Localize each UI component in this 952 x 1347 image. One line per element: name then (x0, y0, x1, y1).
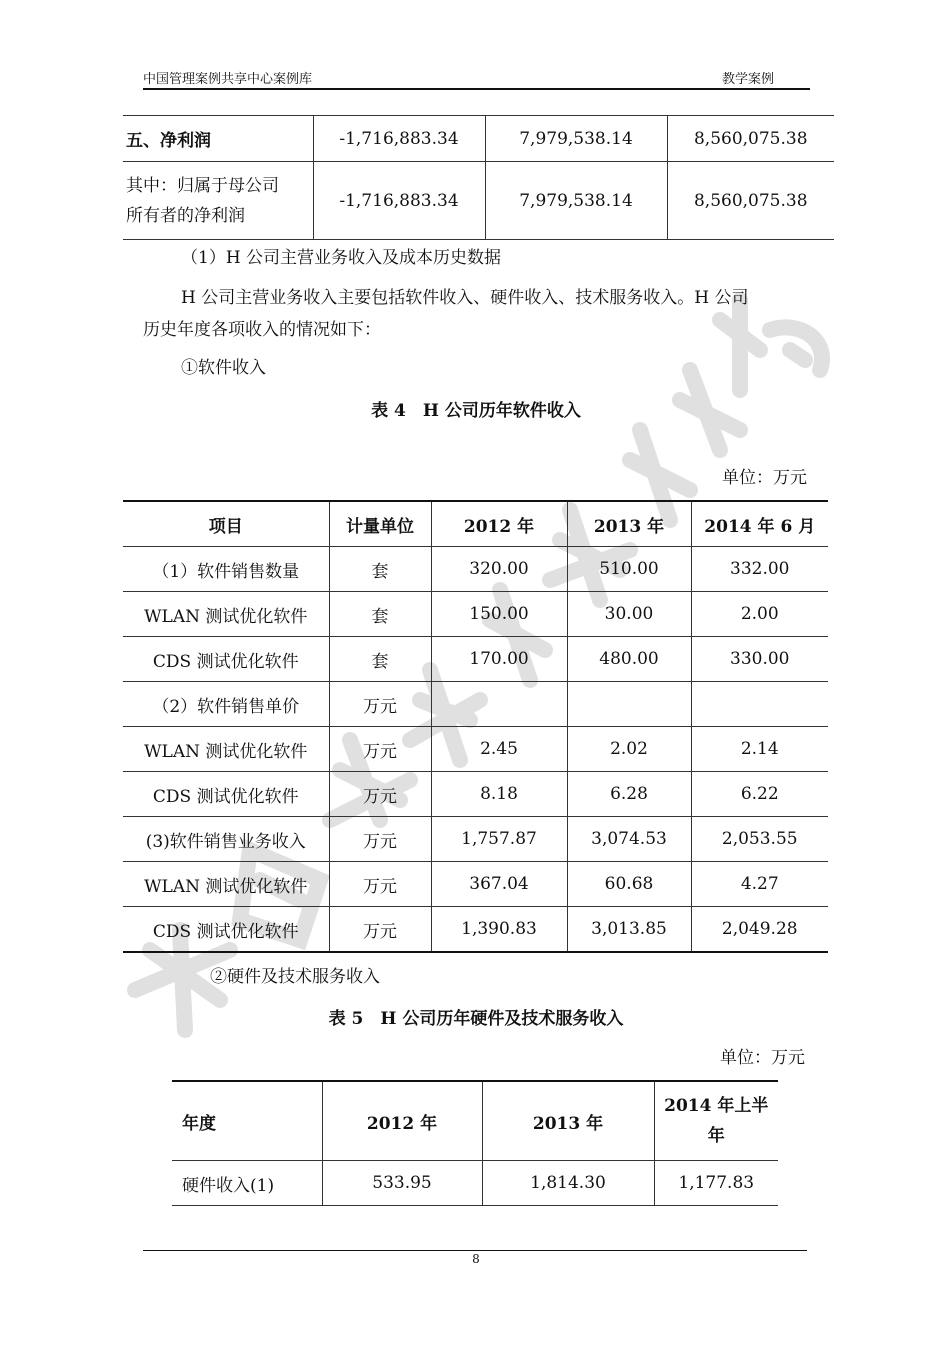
table-cell: 2.00 (691, 592, 828, 637)
row-label: 五、净利润 (123, 116, 313, 162)
table-cell: 3,013.85 (567, 907, 691, 953)
table-cell: 套 (329, 592, 431, 637)
row-label-line: 所有者的净利润 (126, 205, 245, 226)
paragraph-heading: （1）H 公司主营业务收入及成本历史数据 (181, 248, 502, 268)
column-header: 2012 年 (322, 1081, 482, 1161)
software-revenue-table (123, 500, 828, 953)
table-row (123, 907, 828, 953)
table-cell: 150.00 (431, 592, 567, 637)
table-cell: 套 (329, 547, 431, 592)
table-row (123, 682, 828, 727)
table-cell: WLAN 测试优化软件 (123, 862, 329, 907)
table-cell: 320.00 (431, 547, 567, 592)
row-label-line: 其中：归属于母公司 (126, 175, 279, 196)
table-row (123, 817, 828, 862)
header-right-text: 教学案例 (721, 72, 774, 87)
table-cell: 2.02 (567, 727, 691, 772)
table-cell: 2.45 (431, 727, 567, 772)
table-row (123, 162, 834, 240)
table-cell: 8.18 (431, 772, 567, 817)
table-cell (691, 682, 828, 727)
table-cell: 万元 (329, 682, 431, 727)
table-cell: 万元 (329, 862, 431, 907)
column-header: 计量单位 (329, 501, 431, 547)
table4-unit: 单位：万元 (722, 468, 807, 488)
table-cell: (3)软件销售业务收入 (123, 817, 329, 862)
table-cell: 万元 (329, 772, 431, 817)
footer-rule (143, 1250, 807, 1251)
column-header: 年度 (172, 1081, 322, 1161)
table-cell: 6.28 (567, 772, 691, 817)
column-header: 2013 年 (567, 501, 691, 547)
table-cell: 6.22 (691, 772, 828, 817)
table-row (123, 547, 828, 592)
row-label (123, 162, 313, 240)
table-cell: CDS 测试优化软件 (123, 907, 329, 953)
table-cell: CDS 测试优化软件 (123, 637, 329, 682)
table-cell: 3,074.53 (567, 817, 691, 862)
column-header: 2014 年 6 月 (691, 501, 828, 547)
table-cell: （1）软件销售数量 (123, 547, 329, 592)
table-cell: -1,716,883.34 (313, 162, 485, 240)
table4-caption: 表 4 H 公司历年软件收入 (371, 401, 581, 421)
header-left-text: 中国管理案例共享中心案例库 (143, 72, 313, 87)
table-cell: CDS 测试优化软件 (123, 772, 329, 817)
column-header: 2012 年 (431, 501, 567, 547)
table-cell: 1,390.83 (431, 907, 567, 953)
subsection-heading: ②硬件及技术服务收入 (210, 967, 380, 987)
table-row (172, 1161, 778, 1206)
table-row (123, 637, 828, 682)
table-cell: 332.00 (691, 547, 828, 592)
table-row (123, 727, 828, 772)
column-header-line: 2014 年上半 (664, 1096, 769, 1116)
table-cell: 万元 (329, 727, 431, 772)
net-profit-table (123, 115, 834, 240)
table-cell: 4.27 (691, 862, 828, 907)
table-cell: 硬件收入(1) (172, 1161, 322, 1206)
table-cell: 7,979,538.14 (485, 116, 667, 162)
table-cell: 1,177.83 (654, 1161, 778, 1206)
table5-caption: 表 5 H 公司历年硬件及技术服务收入 (328, 1009, 624, 1029)
table-cell: 330.00 (691, 637, 828, 682)
table-cell: 万元 (329, 817, 431, 862)
table-cell: WLAN 测试优化软件 (123, 592, 329, 637)
column-header (654, 1081, 778, 1161)
page-number: 8 (472, 1252, 480, 1266)
table-cell: 2,049.28 (691, 907, 828, 953)
table-cell: 2,053.55 (691, 817, 828, 862)
table-cell: WLAN 测试优化软件 (123, 727, 329, 772)
table-cell: 2.14 (691, 727, 828, 772)
table-cell: 1,814.30 (482, 1161, 654, 1206)
table5-unit: 单位：万元 (720, 1048, 805, 1068)
table-cell (431, 682, 567, 727)
table-row (123, 862, 828, 907)
table-cell: 170.00 (431, 637, 567, 682)
table-cell: 8,560,075.38 (667, 162, 834, 240)
table-row (123, 116, 834, 162)
paragraph-line: 历史年度各项收入的情况如下： (143, 320, 381, 340)
table-header-row (123, 501, 828, 547)
table-cell: 510.00 (567, 547, 691, 592)
hardware-service-revenue-table (172, 1080, 778, 1206)
subsection-heading: ①软件收入 (181, 358, 266, 378)
table-cell: 367.04 (431, 862, 567, 907)
table-header-row (172, 1081, 778, 1161)
table-cell: 套 (329, 637, 431, 682)
table-cell: 533.95 (322, 1161, 482, 1206)
table-cell: 8,560,075.38 (667, 116, 834, 162)
table-cell (567, 682, 691, 727)
table-cell: -1,716,883.34 (313, 116, 485, 162)
column-header-line: 年 (707, 1126, 725, 1146)
table-cell: 30.00 (567, 592, 691, 637)
paragraph-line: H 公司主营业务收入主要包括软件收入、硬件收入、技术服务收入。H 公司 (181, 288, 749, 308)
table-row (123, 772, 828, 817)
table-cell: 7,979,538.14 (485, 162, 667, 240)
table-cell: （2）软件销售单价 (123, 682, 329, 727)
table-cell: 万元 (329, 907, 431, 953)
column-header: 2013 年 (482, 1081, 654, 1161)
table-cell: 1,757.87 (431, 817, 567, 862)
header-rule (143, 88, 810, 90)
column-header: 项目 (123, 501, 329, 547)
table-cell: 480.00 (567, 637, 691, 682)
table-cell: 60.68 (567, 862, 691, 907)
table-row (123, 592, 828, 637)
